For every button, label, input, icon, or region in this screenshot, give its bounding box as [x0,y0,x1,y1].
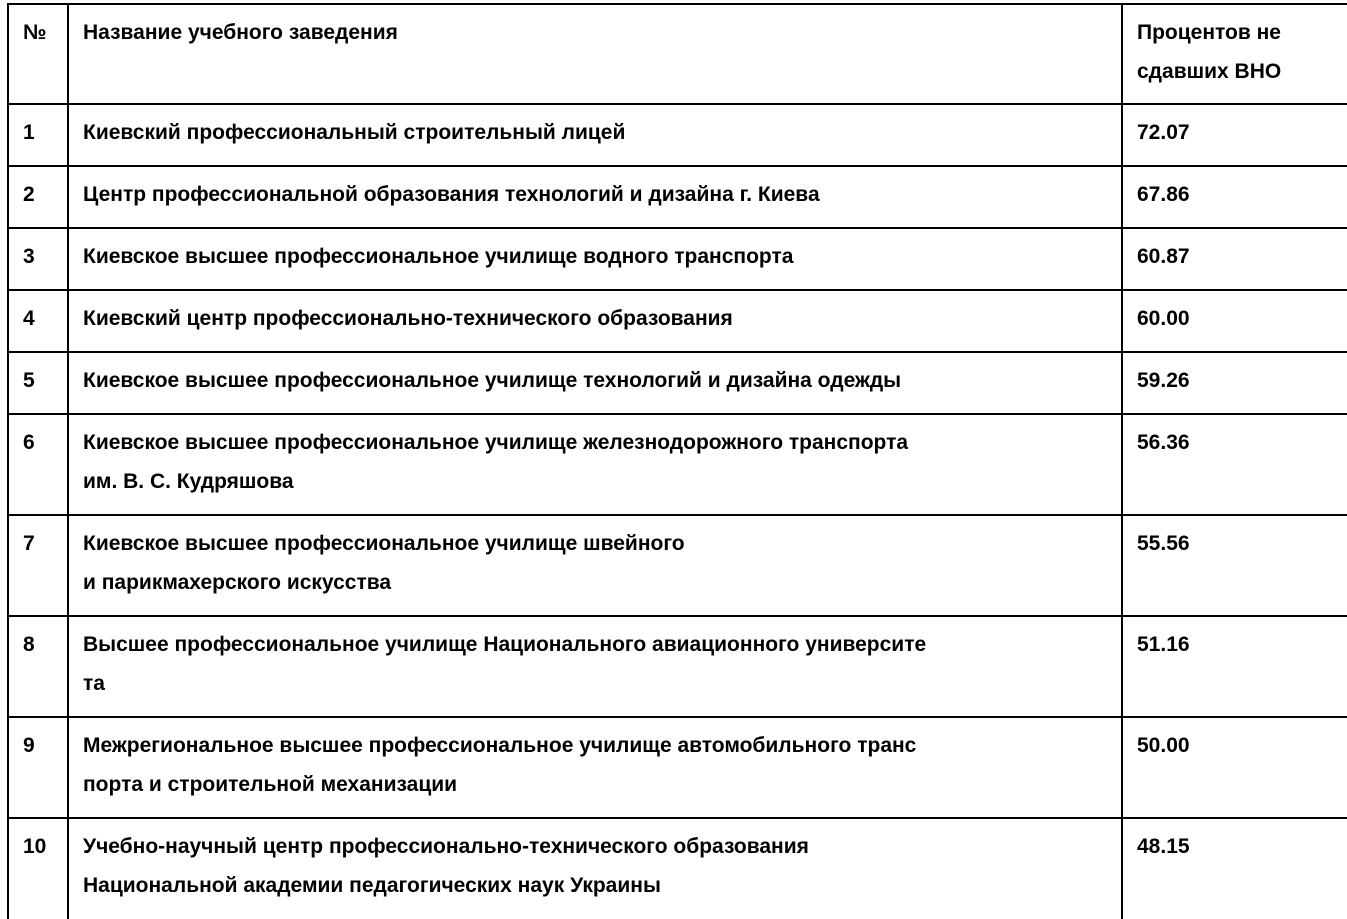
percent-failed: 56.36 [1122,414,1347,515]
percent-failed: 60.00 [1122,290,1347,352]
header-percent: Процентов не сдавших ВНО [1122,4,1347,104]
row-number: 2 [8,166,68,228]
percent-failed: 55.56 [1122,515,1347,616]
institution-name: Киевское высшее профессиональное училище технологий и дизайна одежды [68,352,1122,414]
schools-table [7,3,1347,919]
row-number: 9 [8,717,68,818]
institution-name: Межрегиональное высшее профессиональное училище автомобильного транс порта и строительной механизации [68,717,1122,818]
institution-name: Учебно-научный центр профессионально-технического образования Национальной академии педагогических наук Украины [68,818,1122,919]
table-row [8,515,1347,616]
percent-failed: 48.15 [1122,818,1347,919]
table-row [8,616,1347,717]
percent-failed: 67.86 [1122,166,1347,228]
institution-name: Киевский профессиональный строительный лицей [68,104,1122,166]
row-number: 4 [8,290,68,352]
row-number: 1 [8,104,68,166]
percent-failed: 51.16 [1122,616,1347,717]
percent-failed: 59.26 [1122,352,1347,414]
institution-name: Киевское высшее профессиональное училище швейного и парикмахерского искусства [68,515,1122,616]
percent-failed: 50.00 [1122,717,1347,818]
table-row [8,290,1347,352]
table-header-row [8,4,1347,104]
institution-name: Киевское высшее профессиональное училище железнодорожного транспорта им. В. С. Кудряшова [68,414,1122,515]
table-row [8,166,1347,228]
institution-name: Центр профессиональной образования технологий и дизайна г. Киева [68,166,1122,228]
row-number: 6 [8,414,68,515]
table-row [8,717,1347,818]
institution-name: Высшее профессиональное училище Национального авиационного университе та [68,616,1122,717]
table-row [8,228,1347,290]
table-row [8,352,1347,414]
institution-name: Киевское высшее профессиональное училище водного транспорта [68,228,1122,290]
row-number: 5 [8,352,68,414]
table-row [8,818,1347,919]
row-number: 10 [8,818,68,919]
percent-failed: 72.07 [1122,104,1347,166]
row-number: 3 [8,228,68,290]
table-row [8,104,1347,166]
header-name: Название учебного заведения [68,4,1122,104]
row-number: 8 [8,616,68,717]
table-row [8,414,1347,515]
row-number: 7 [8,515,68,616]
percent-failed: 60.87 [1122,228,1347,290]
institution-name: Киевский центр профессионально-технического образования [68,290,1122,352]
header-number: № [8,4,68,104]
